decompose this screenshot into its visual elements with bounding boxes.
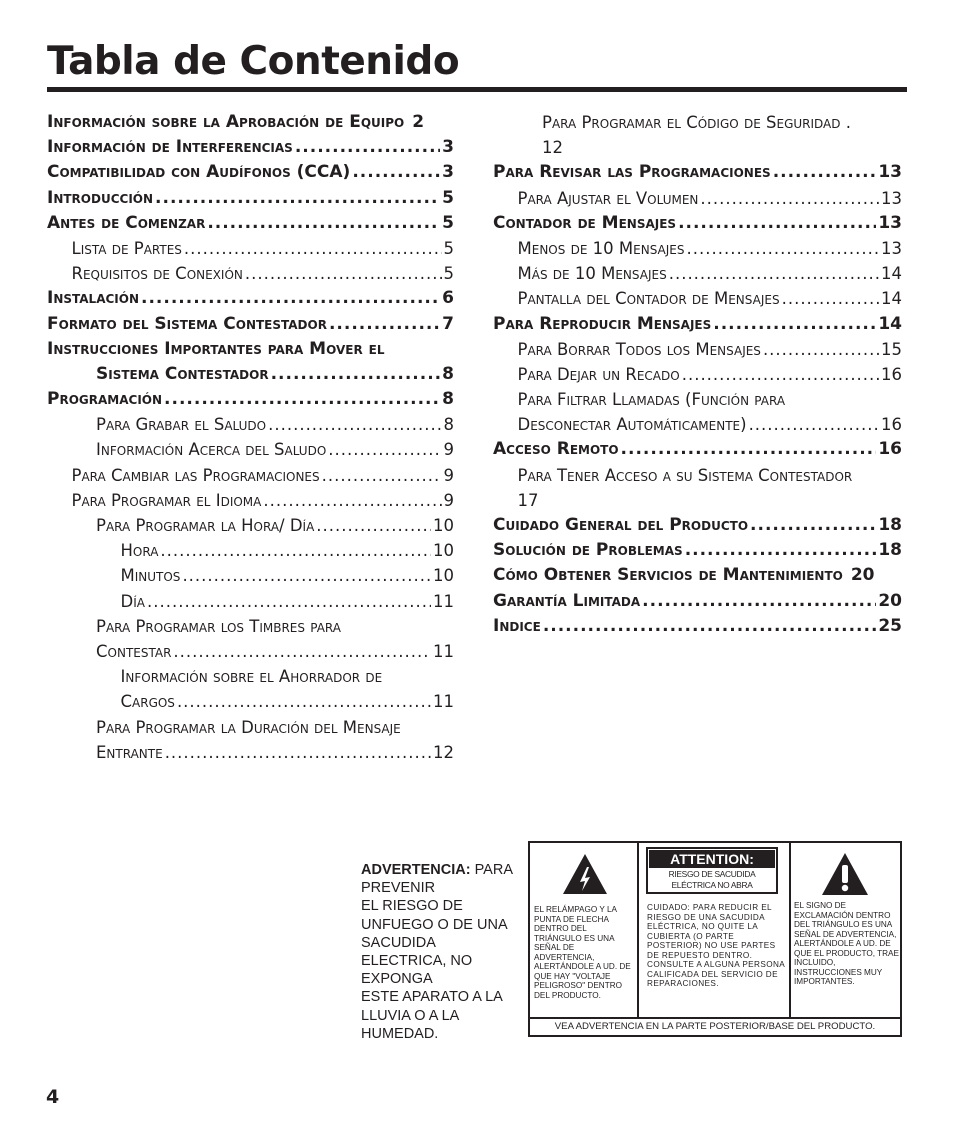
toc-entry-page: 5 xyxy=(442,187,454,208)
toc-entry xyxy=(47,286,454,311)
toc-entry-page: 18 xyxy=(878,515,902,535)
toc-leader-dots xyxy=(669,261,879,286)
toc-entry xyxy=(493,538,902,563)
toc-entry xyxy=(47,135,454,160)
toc-entry-page: 8 xyxy=(442,363,454,384)
toc-entry xyxy=(47,312,454,337)
toc-entry-label: Compatibilidad con Audífonos (CCA) xyxy=(47,162,351,183)
toc-entry-label: Información de Interferencias xyxy=(47,137,293,158)
lightning-panel xyxy=(530,843,639,1017)
toc-entry xyxy=(493,513,902,538)
lightning-warning-icon xyxy=(562,853,608,895)
toc-entry-label: 12 xyxy=(542,138,563,158)
toc-entry-label: Contestar xyxy=(96,641,172,661)
toc-entry-page: 20 xyxy=(850,565,875,586)
toc-entry-label: Cargos xyxy=(120,692,175,712)
toc-entry-label: Para Filtrar Llamadas (Función para xyxy=(517,390,786,410)
toc-entry-page: 10 xyxy=(433,566,454,586)
toc-entry xyxy=(493,286,902,311)
toc-entry-page: 9 xyxy=(443,440,454,460)
toc-entry-label: Indice xyxy=(493,615,541,636)
toc-entry xyxy=(47,664,454,689)
toc-leader-dots xyxy=(316,513,431,538)
toc-leader-dots xyxy=(295,135,440,160)
warning-line: ESTE APARATO A LA xyxy=(361,989,503,1006)
toc-entry xyxy=(47,614,454,639)
toc-entry-page: 5 xyxy=(442,212,454,233)
toc-leader-dots xyxy=(147,589,431,614)
warning-line: PREVENIR xyxy=(361,880,436,897)
toc-entry-label: Para Tener Acceso a su Sistema Contestador xyxy=(517,465,853,485)
toc-entry xyxy=(47,488,454,513)
toc-entry xyxy=(47,211,454,236)
toc-entry-page: 13 xyxy=(881,188,902,208)
toc-leader-dots xyxy=(160,538,431,563)
toc-entry xyxy=(493,186,902,211)
toc-entry xyxy=(493,261,902,286)
toc-entry-page: 5 xyxy=(443,238,454,258)
toc-entry xyxy=(47,160,454,185)
toc-leader-dots xyxy=(165,740,431,765)
toc-leader-dots xyxy=(182,563,431,588)
toc-entry-label: Información Acerca del Saludo xyxy=(96,440,327,460)
toc-entry-label: Para Grabar el Saludo xyxy=(96,415,267,435)
toc-entry-page: 3 xyxy=(442,162,454,183)
toc-entry-page: 9 xyxy=(443,465,454,485)
toc-entry xyxy=(493,437,902,462)
toc-entry xyxy=(47,639,454,664)
toc-leader-dots xyxy=(685,538,877,563)
toc-entry-label: Hora xyxy=(120,541,159,561)
toc-entry xyxy=(47,538,454,563)
toc-entry-label: Para Reproducir Mensajes xyxy=(493,313,712,334)
toc-entry-label: Garantía Limitada xyxy=(493,590,641,611)
toc-entry xyxy=(493,211,902,236)
toc-entry xyxy=(47,186,454,211)
toc-right-column xyxy=(493,110,902,639)
toc-entry-page: 6 xyxy=(442,288,454,309)
toc-entry xyxy=(47,740,454,765)
toc-entry xyxy=(493,160,902,185)
toc-leader-dots xyxy=(271,362,441,387)
toc-leader-dots xyxy=(352,160,440,185)
toc-entry-label: Minutos xyxy=(120,566,181,586)
toc-entry-page: 13 xyxy=(881,238,902,258)
toc-entry-label: Antes de Comenzar xyxy=(47,212,206,233)
toc-leader-dots xyxy=(678,211,876,236)
toc-entry-label: Cuidado General del Producto xyxy=(493,515,749,535)
toc-entry-label: Menos de 10 Mensajes xyxy=(517,238,685,258)
toc-leader-dots xyxy=(713,312,876,337)
toc-entry-page: 2 xyxy=(412,112,425,132)
toc-entry xyxy=(493,337,902,362)
toc-entry xyxy=(47,689,454,714)
exclamation-panel xyxy=(791,843,902,1017)
toc-leader-dots xyxy=(543,614,877,639)
toc-leader-dots xyxy=(268,412,441,437)
toc-leader-dots xyxy=(682,362,879,387)
toc-entry-label: Para Cambiar las Programaciones xyxy=(71,465,320,485)
toc-entry-label: Contador de Mensajes xyxy=(493,212,677,233)
toc-entry xyxy=(47,589,454,614)
toc-entry-label: Más de 10 Mensajes xyxy=(517,264,667,284)
toc-entry-label: Formato del Sistema Contestador xyxy=(47,313,327,334)
toc-leader-dots xyxy=(322,463,442,488)
toc-entry-page: 8 xyxy=(443,415,454,435)
toc-entry xyxy=(47,337,454,362)
warning-line: EL RIESGO DE xyxy=(361,898,463,915)
toc-leader-dots xyxy=(329,312,440,337)
warning-line: UNFUEGO O DE UNA xyxy=(361,916,508,933)
toc-entry-page: 14 xyxy=(881,289,902,309)
toc-leader-dots xyxy=(263,488,441,513)
toc-entry-label: Para Programar la Hora/ Día xyxy=(96,516,315,535)
toc-entry-label: Para Dejar un Recado xyxy=(517,364,680,384)
toc-entry-label: 17 xyxy=(517,490,539,510)
toc-entry-page: 18 xyxy=(878,540,902,561)
toc-entry-page: 16 xyxy=(878,439,902,460)
toc-entry-page: 8 xyxy=(442,389,454,410)
page-number: 4 xyxy=(46,1086,60,1108)
title-rule xyxy=(47,87,907,92)
toc-leader-dots xyxy=(621,437,877,462)
toc-leader-dots xyxy=(763,337,879,362)
toc-entry-page: 13 xyxy=(878,162,902,183)
toc-leader-dots xyxy=(642,589,876,614)
warning-line: HUMEDAD. xyxy=(361,1025,439,1042)
toc-entry-page: 11 xyxy=(433,641,454,661)
toc-entry-label: Para Programar los Timbres para xyxy=(96,616,341,636)
toc-entry-label: Para Ajustar el Volumen xyxy=(517,188,699,208)
toc-entry-label: Desconectar Automáticamente) xyxy=(517,415,747,435)
toc-entry-label: Introducción xyxy=(47,187,154,208)
toc-leader-dots xyxy=(173,639,431,664)
warning-text xyxy=(361,861,521,1043)
toc-leader-dots xyxy=(164,387,440,412)
toc-entry-page: 16 xyxy=(881,364,902,384)
toc-entry-label: Información sobre el Ahorrador de xyxy=(120,667,383,687)
toc-leader-dots xyxy=(207,211,440,236)
toc-entry xyxy=(47,463,454,488)
toc-entry-page: 7 xyxy=(442,313,454,334)
toc-entry xyxy=(493,312,902,337)
toc-entry-page: 9 xyxy=(443,490,454,510)
toc-entry xyxy=(47,110,454,135)
toc-entry xyxy=(47,513,454,538)
attention-label xyxy=(646,847,778,894)
toc-entry-label: Requisitos de Conexión xyxy=(71,264,243,284)
toc-entry-label: Instalación xyxy=(47,288,140,309)
lightning-description: EL RELÁMPAGO Y LA PUNTA DE FLECHA DENTRO DEL TRIÁNGULO ES UNA SEÑAL DE ADVERTENCIA, ALERTÁNDOLE A UD. DE QUE HAY "VOLTAJE PELIGROSO" DENTRO DEL PRODUCTO. xyxy=(534,905,631,1000)
toc-entry xyxy=(493,362,902,387)
toc-entry-label: Información sobre la Aprobación de Equipo xyxy=(47,112,405,132)
attention-panel xyxy=(639,843,791,1017)
toc-entry xyxy=(47,563,454,588)
toc-entry-page: 14 xyxy=(881,264,902,284)
warning-line: ELECTRICA, NO xyxy=(361,953,473,970)
toc-entry xyxy=(493,488,902,513)
toc-entry-page: 15 xyxy=(881,339,902,359)
toc-leader-dots xyxy=(687,236,880,261)
toc-entry-label: Para Programar la Duración del Mensaje xyxy=(96,717,401,737)
toc-entry-label: Para Borrar Todos los Mensajes xyxy=(517,339,761,359)
toc-entry-label: Acceso Remoto xyxy=(493,439,619,460)
caution-footer: VEA ADVERTENCIA EN LA PARTE POSTERIOR/BASE DEL PRODUCTO. xyxy=(530,1017,900,1035)
exclamation-description: EL SIGNO DE EXCLAMACIÓN DENTRO DEL TRIÁNGULO ES UNA SEÑAL DE ADVERTENCIA, ALERTÁNDOLE A UD. DE QUE EL PRODUCTO, TRAE INCLUIDO, INSTRUCCIONES MUY IMPORTANTES. xyxy=(794,901,899,986)
toc-leader-dots xyxy=(141,286,440,311)
attention-title: ATTENTION: xyxy=(649,850,775,868)
warning-line: LLUVIA O A LA xyxy=(361,1007,460,1024)
toc-entry xyxy=(47,437,454,462)
toc-entry-page: 12 xyxy=(433,742,454,762)
toc-entry-label: Solución de Problemas xyxy=(493,540,683,561)
toc-leader-dots xyxy=(155,186,440,211)
toc-leader-dots xyxy=(184,236,442,261)
toc-entry xyxy=(47,362,454,387)
warning-line: EXPONGA xyxy=(361,971,433,988)
toc-entry xyxy=(493,236,902,261)
toc-entry-label: Día xyxy=(120,591,145,611)
toc-entry-page: 10 xyxy=(433,516,454,535)
toc-entry-page: 10 xyxy=(433,541,454,561)
toc-entry-label: Pantalla del Contador de Mensajes xyxy=(517,289,780,309)
toc-entry-page: 14 xyxy=(878,313,902,334)
toc-left-column xyxy=(47,110,454,765)
toc-entry-page: 25 xyxy=(878,615,902,636)
warning-heading: ADVERTENCIA: xyxy=(361,862,471,878)
toc-entry xyxy=(493,614,902,639)
toc-leader-dots xyxy=(750,513,876,538)
toc-leader-dots xyxy=(749,412,879,437)
toc-entry-label: Instrucciones Importantes para Mover el xyxy=(47,338,385,359)
toc-entry-page: 3 xyxy=(442,137,454,158)
warning-line: SACUDIDA xyxy=(361,934,436,951)
toc-entry-label: Para Programar el Código de Seguridad . xyxy=(542,113,851,132)
toc-entry xyxy=(493,563,902,588)
toc-entry-label: Entrante xyxy=(96,742,163,762)
caution-box xyxy=(528,841,902,1037)
toc-leader-dots xyxy=(700,186,879,211)
toc-entry-label: Sistema Contestador xyxy=(96,363,269,384)
caution-description: CUIDADO: PARA REDUCIR EL RIESGO DE UNA SACUDIDA ELÉCTRICA, NO QUITE LA CUBIERTA (O PARTE POSTERIOR) NO USE PARTES DE REPUESTO DENTRO. CONSULTE A ALGUNA PERSONA CALIFICADA DEL SERVICIO DE REPARACIONES. xyxy=(647,903,785,988)
toc-entry xyxy=(47,236,454,261)
toc-entry xyxy=(47,412,454,437)
toc-entry-label: Programación xyxy=(47,389,163,410)
toc-leader-dots xyxy=(773,160,877,185)
toc-entry-label: Para Programar el Idioma xyxy=(71,490,262,510)
toc-entry xyxy=(493,412,902,437)
toc-entry xyxy=(47,387,454,412)
toc-entry-page: 11 xyxy=(433,591,454,611)
attention-subtitle: RIESGO DE SACUDIDA ELÉCTRICA NO ABRA xyxy=(668,869,756,890)
toc-entry xyxy=(47,715,454,740)
toc-leader-dots xyxy=(177,689,431,714)
toc-entry xyxy=(493,135,902,160)
toc-leader-dots xyxy=(782,286,879,311)
toc-leader-dots xyxy=(245,261,442,286)
toc-entry xyxy=(47,261,454,286)
toc-entry-page: 13 xyxy=(878,212,902,233)
toc-entry xyxy=(493,589,902,614)
toc-entry-page: 5 xyxy=(443,264,454,284)
toc-entry-label: Cómo Obtener Servicios de Mantenimiento xyxy=(493,565,843,586)
toc-entry-page: 16 xyxy=(881,415,902,435)
exclamation-warning-icon xyxy=(821,852,869,896)
toc-entry xyxy=(493,387,902,412)
toc-entry-page: 20 xyxy=(878,590,902,611)
toc-entry xyxy=(493,110,902,135)
toc-entry-page: 11 xyxy=(433,692,454,712)
toc-leader-dots xyxy=(328,437,441,462)
toc-entry xyxy=(493,463,902,488)
warning-line: PARA xyxy=(470,862,514,878)
toc-entry-label: Lista de Partes xyxy=(71,238,182,258)
page-title: Tabla de Contenido xyxy=(47,39,460,84)
toc-entry-label: Para Revisar las Programaciones xyxy=(493,162,771,183)
